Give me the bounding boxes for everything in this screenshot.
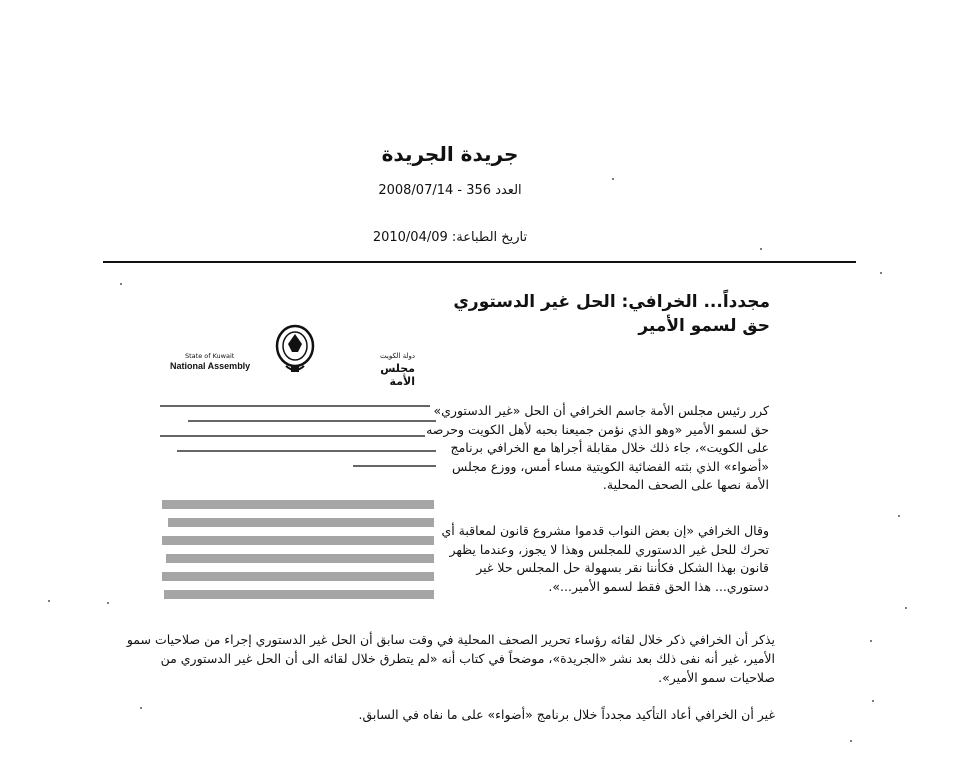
article-paragraph-3: يذكر أن الخرافي ذكر خلال لقائه رؤساء تحرير الصحف المحلية في وقت سابق أن الحل غير الدستوري إجراء من صلاحيات سمو الأمير، غير أنه نفى ذلك بعد نشر «الجريدة»، موضحاً في كتاب أنه «لم يتطرق خلال لقائه الى أن الحل غير الدستوري من صلاحيات سمو الأمير». — [126, 632, 775, 685]
letter-header-state-ar: دولة الكويت — [380, 352, 415, 360]
letter-body-text-scan — [160, 405, 436, 480]
print-date: تاريخ الطباعة: 2010/04/09 — [372, 230, 528, 245]
letter-header-assembly-ar: مجلس الأمة — [380, 362, 415, 388]
letter-header-assembly-en: National Assembly — [170, 361, 251, 371]
letter-obscured-text — [162, 498, 434, 610]
article-paragraph-4: غير أن الخرافي أعاد التأكيد مجدداً خلال برنامج «أضواء» على ما نفاه في السابق. — [358, 707, 775, 722]
article-paragraph-2: وقال الخرافي «إن بعض النواب قدموا مشروع قانون لمعاقبة أي تحرك للحل غير الدستوري للمجلس وهذا لا يجوز، وعندما يظهر قانون بهذا الشكل فكأننا نقر بسهولة حل المجلس حلا غير دستوري... هذا الحق فقط لسمو الأمير...». — [441, 523, 769, 594]
kuwait-emblem-icon — [272, 322, 318, 378]
article-headline: مجدداً... الخرافي: الحل غير الدستوري حق لسمو الأمير — [453, 292, 770, 336]
header-divider — [103, 261, 856, 263]
letter-header-state-en: State of Kuwait — [185, 352, 235, 360]
issue-number: العدد 356 - 2008/07/14 — [378, 183, 522, 198]
newspaper-name: جريدة الجريدة — [381, 142, 519, 166]
article-paragraph-1: كرر رئيس مجلس الأمة جاسم الخرافي أن الحل «غير الدستوري» حق لسمو الأمير «وهو الذي نؤمن جميعنا بحبه لأهل الكويت وحرصه على الكويت»، جاء ذلك خلال مقابلة أجراها مع الخرافي برنامج «أضواء» الذي بثته الفضائية الكويتية مساء أمس، ووزع مجلس الأمة نصها على الصحف المحلية. — [426, 403, 769, 492]
